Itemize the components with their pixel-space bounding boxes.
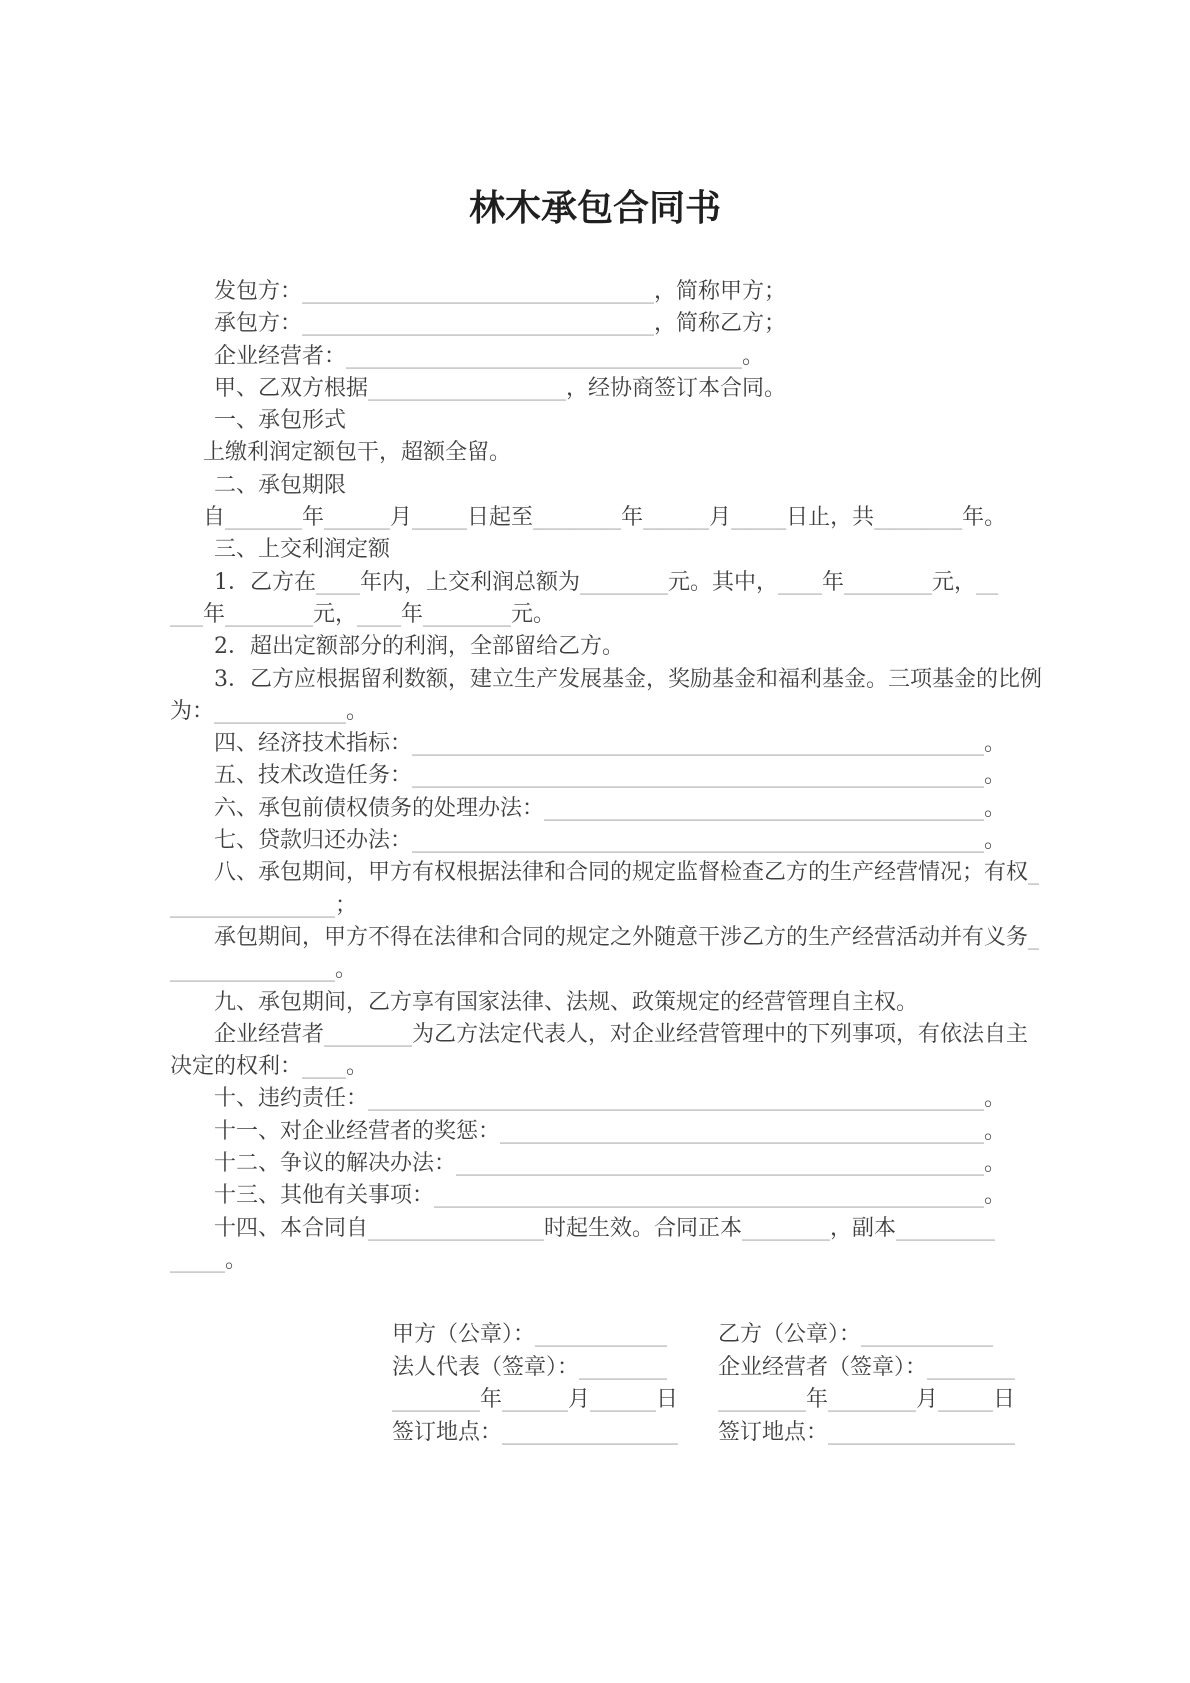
blank-underline: ________________ (368, 1215, 545, 1241)
blank-underline: ________ (579, 1354, 668, 1380)
blank-underline: ________ (392, 1387, 480, 1413)
blank-underline: ____ (302, 1054, 347, 1080)
blank-underline: ________________________________________________________ (368, 1086, 985, 1112)
contract-line: 1．乙方在____年内，上交利润总额为________元。其中，____年________元，__ (214, 569, 999, 595)
blank-underline: ______ (590, 1387, 657, 1413)
blank-underline: ____________________________________________ (500, 1118, 985, 1144)
contract-line: 九、承包期间，乙方享有国家法律、法规、政策规定的经营管理自主权。 (214, 989, 919, 1015)
contract-line: 十、违约责任：________________________________________________________。 (214, 1086, 1007, 1112)
blank-underline: ________________________________ (302, 311, 655, 337)
contract-line: 八、承包期间，甲方有权根据法律和合同的规定监督检查乙方的生产经营情况；有权_ (214, 860, 1040, 886)
signature-block (392, 1319, 1190, 1449)
blank-underline: ________________ (502, 1419, 679, 1445)
contract-line: 二、承包期限 (214, 472, 347, 498)
blank-underline: ____________ (861, 1322, 994, 1348)
signature-line-party-a: 法人代表（签章）：________ (392, 1354, 668, 1380)
blank-underline: ________________________________________________ (456, 1151, 985, 1177)
blank-underline: ________ (742, 1215, 831, 1241)
contract-line: 十四、本合同自________________时起生效。合同正本________，副本_________ (214, 1215, 996, 1241)
contract-line: _____。 (170, 1247, 248, 1273)
contract-line: _______________。 (170, 957, 358, 983)
blank-underline: ________ (718, 1387, 806, 1413)
signature-line-party-b: 签订地点：_________________ (718, 1419, 1016, 1445)
blank-underline: ____________________________________________________ (412, 763, 985, 789)
blank-underline: ___ (170, 601, 203, 627)
blank-underline: ________ (580, 569, 669, 595)
contract-body (170, 276, 1040, 1277)
blank-underline: ______ (643, 505, 710, 531)
blank-underline: _ (1028, 924, 1040, 950)
blank-underline: _____ (731, 505, 787, 531)
signature-line-party-b: ________年________月_____日 (718, 1387, 1016, 1413)
blank-underline: ______ (502, 1387, 569, 1413)
blank-underline: ____ (316, 569, 360, 595)
signature-line-party-b: 乙方（公章）：____________ (718, 1322, 994, 1348)
signature-party-a (392, 1319, 688, 1449)
contract-line: 承包方：________________________________，简称乙方； (214, 311, 787, 337)
blank-underline: ________ (225, 601, 314, 627)
contract-line: 2．超出定额部分的利润，全部留给乙方。 (214, 634, 624, 660)
blank-underline: ____ (778, 569, 823, 595)
contract-line: 十一、对企业经营者的奖惩：____________________________________________。 (214, 1118, 1007, 1144)
signature-line-party-a: 签订地点：________________ (392, 1419, 679, 1445)
contract-line: 六、承包前债权债务的处理办法：________________________________________。 (214, 795, 1007, 821)
blank-underline: _____ (412, 505, 468, 531)
blank-underline: __________________ (368, 375, 567, 401)
blank-underline: ____________________________________________________ (412, 828, 985, 854)
blank-underline: ________ (874, 505, 963, 531)
blank-underline: _______ (225, 505, 303, 531)
contract-line: 七、贷款归还办法：____________________________________________________。 (214, 828, 1007, 854)
contract-line: 发包方：________________________________，简称甲方； (214, 279, 787, 304)
signature-line-party-a: ________年______月______日 (392, 1387, 679, 1413)
contract-line: ___年________元，____年________元。 (170, 601, 556, 627)
blank-underline: _______________ (170, 957, 335, 983)
blank-underline: ______ (324, 505, 391, 531)
contract-line: 甲、乙双方根据__________________，经协商签订本合同。 (214, 375, 787, 401)
blank-underline: ________ (927, 1354, 1016, 1380)
blank-underline: _________________ (828, 1419, 1016, 1445)
blank-underline: _ (1028, 860, 1040, 886)
contract-line: 十二、争议的解决办法：________________________________________________。 (214, 1151, 1007, 1177)
blank-underline: ____________________________________ (346, 343, 743, 369)
blank-underline: ____________ (214, 698, 347, 724)
signature-line-party-b: 企业经营者（签章）：________ (718, 1354, 1016, 1380)
blank-underline: _______________ (170, 892, 335, 918)
contract-line: 3．乙方应根据留利数额，建立生产发展基金，奖励基金和福利基金。三项基金的比例 (214, 666, 1042, 692)
blank-underline: ________ (324, 1021, 413, 1047)
signature-party-b (718, 1319, 1015, 1449)
blank-underline: ________________________________________ (544, 795, 985, 821)
blank-underline: ________ (533, 505, 622, 531)
contract-line: 企业经营者________为乙方法定代表人，对企业经营管理中的下列事项，有依法自主 (214, 1021, 1029, 1047)
contract-line: 十三、其他有关事项：__________________________________________________。 (214, 1183, 1007, 1209)
blank-underline: ____________________________________________________ (412, 731, 985, 757)
contract-line: _______________； (170, 892, 358, 918)
contract-line: 五、技术改造任务：____________________________________________________。 (214, 763, 1007, 789)
blank-underline: __________________________________________________ (434, 1183, 985, 1209)
blank-underline: _____ (170, 1247, 225, 1273)
document-title: 林木承包合同书 (468, 187, 721, 229)
contract-line: 一、承包形式 (214, 408, 347, 434)
blank-underline: ____ (357, 601, 402, 627)
blank-underline: ____________ (535, 1322, 668, 1348)
contract-line: 自_______年______月_____日起至________年______月_____日止，共________年。 (203, 505, 1007, 531)
contract-line: 决定的权利：____。 (170, 1054, 369, 1080)
blank-underline: ________________________________ (302, 279, 655, 304)
blank-underline: ________ (423, 601, 512, 627)
signature-line-party-a: 甲方（公章）：____________ (392, 1322, 668, 1348)
contract-line: 承包期间，甲方不得在法律和合同的规定之外随意干涉乙方的生产经营活动并有义务_ (214, 924, 1040, 950)
contract-line: 企业经营者：____________________________________。 (214, 343, 765, 369)
blank-underline: ________ (828, 1387, 917, 1413)
contract-line: 为：____________。 (170, 698, 369, 724)
blank-underline: _____ (938, 1387, 994, 1413)
blank-underline: _________ (896, 1215, 996, 1241)
blank-underline: __ (976, 569, 999, 595)
blank-underline: ________ (844, 569, 933, 595)
contract-line: 上缴利润定额包干，超额全留。 (203, 440, 512, 466)
contract-line: 四、经济技术指标：____________________________________________________。 (214, 731, 1007, 757)
contract-line: 三、上交利润定额 (214, 537, 391, 563)
